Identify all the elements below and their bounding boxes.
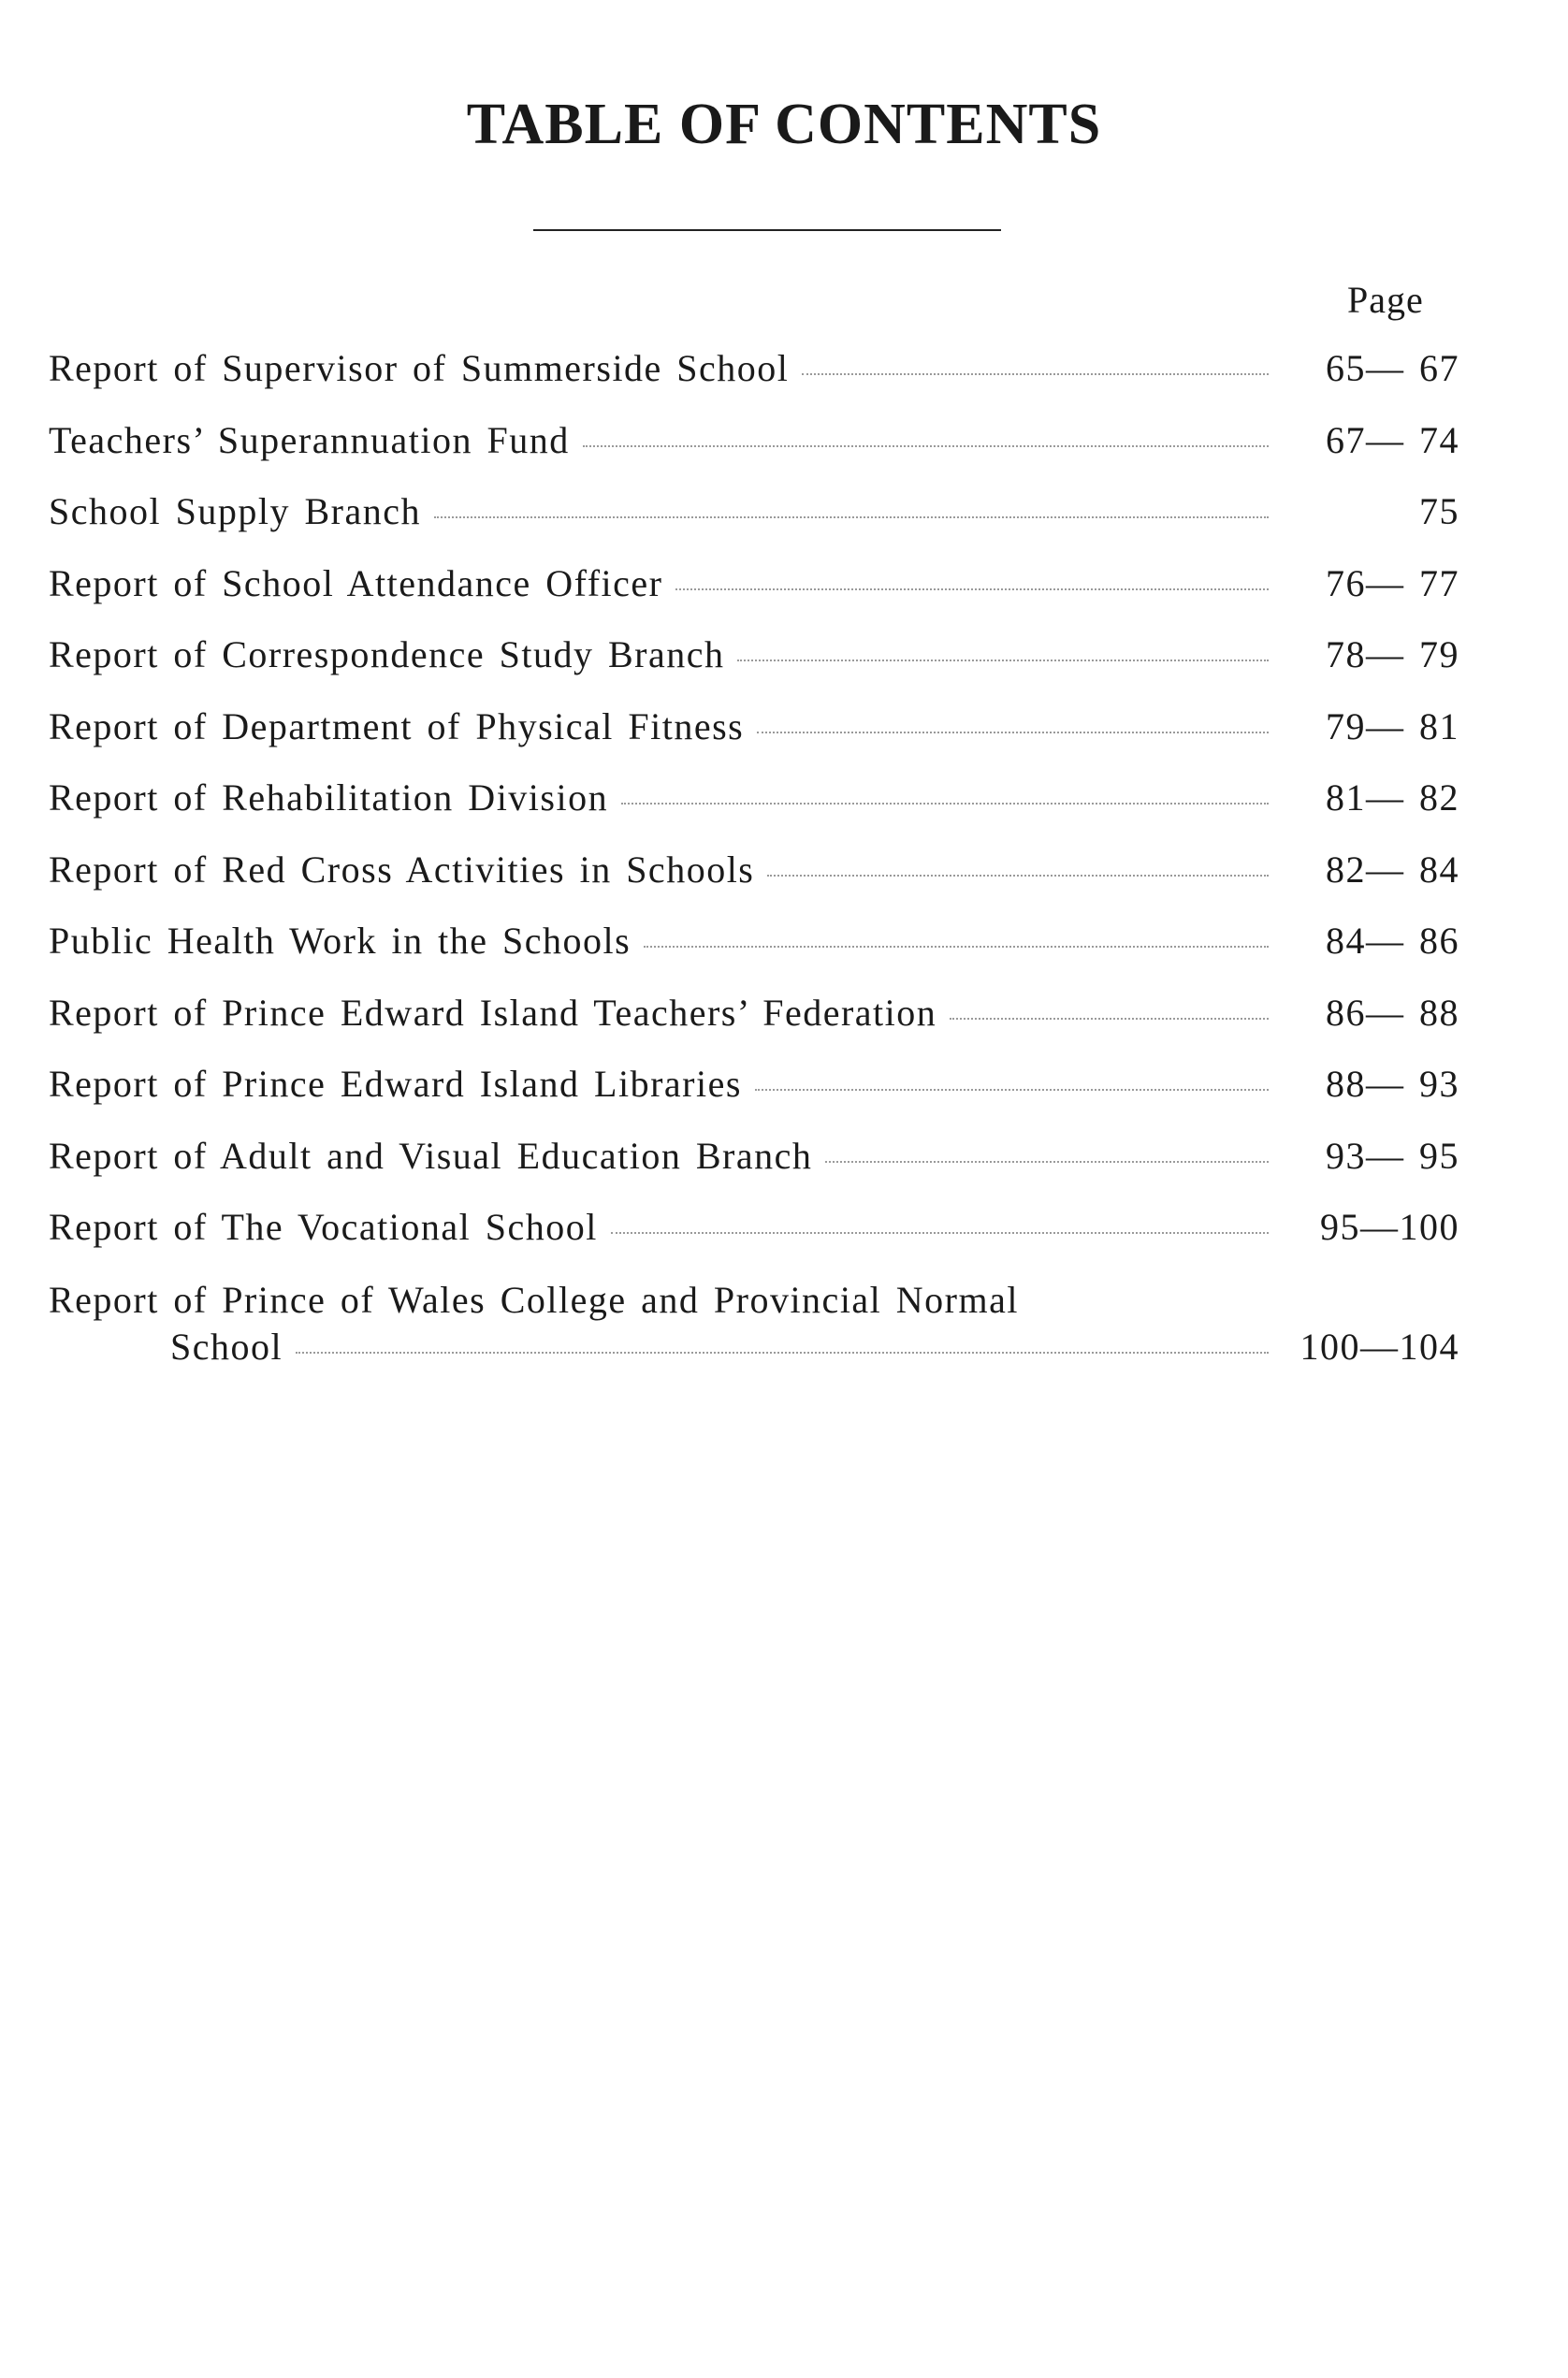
toc-entry-pages: 93— 95 bbox=[1326, 1134, 1459, 1177]
toc-entry-title: Report of Red Cross Activities in Schools bbox=[49, 848, 755, 891]
toc-entry-pages: 86— 88 bbox=[1326, 991, 1459, 1034]
toc-entry bbox=[49, 1277, 1459, 1370]
title-divider bbox=[533, 229, 1001, 231]
dot-leader bbox=[767, 875, 1269, 877]
toc-entry-title: Teachers’ Superannuation Fund bbox=[49, 418, 570, 461]
toc-entry-title: Public Health Work in the Schools bbox=[49, 920, 632, 962]
page-title: TABLE OF CONTENTS bbox=[466, 93, 1102, 156]
dot-leader bbox=[434, 516, 1269, 518]
toc-entry bbox=[49, 489, 1459, 561]
dot-leader bbox=[296, 1352, 1269, 1354]
dot-leader bbox=[583, 445, 1269, 447]
toc-entry-title: Report of School Attendance Officer bbox=[49, 561, 663, 604]
toc-entry-pages: 76— 77 bbox=[1326, 561, 1459, 604]
toc-entry-title: School Supply Branch bbox=[49, 490, 421, 532]
toc-entry bbox=[49, 848, 1459, 920]
toc-entry bbox=[49, 561, 1459, 633]
toc-entry-title: Report of Adult and Visual Education Branch bbox=[49, 1134, 813, 1177]
toc-entry bbox=[49, 632, 1459, 704]
toc-entry-pages: 100—104 bbox=[1299, 1325, 1459, 1368]
dot-leader bbox=[675, 588, 1269, 590]
dot-leader bbox=[737, 660, 1269, 661]
toc-entry-title: Report of The Vocational School bbox=[49, 1206, 598, 1248]
dot-leader bbox=[621, 803, 1269, 805]
toc-entry-pages: 79— 81 bbox=[1326, 704, 1459, 747]
dot-leader bbox=[825, 1161, 1269, 1163]
dot-leader bbox=[757, 732, 1269, 733]
toc-entry-pages: 75 bbox=[1419, 490, 1459, 532]
toc-entry-pages: 84— 86 bbox=[1326, 920, 1459, 962]
toc-entry bbox=[49, 776, 1459, 848]
page-column-header: Page bbox=[1347, 279, 1424, 321]
toc-entry-pages: 82— 84 bbox=[1326, 848, 1459, 891]
dot-leader bbox=[950, 1018, 1269, 1020]
toc-entry-title: Report of Supervisor of Summerside School bbox=[49, 347, 790, 389]
dot-leader bbox=[802, 373, 1269, 375]
toc-entry-title-continued: School bbox=[170, 1325, 283, 1368]
toc-list bbox=[49, 346, 1459, 1370]
toc-entry-pages: 78— 79 bbox=[1326, 633, 1459, 675]
toc-entry-title: Report of Correspondence Study Branch bbox=[49, 633, 725, 675]
dot-leader bbox=[644, 946, 1269, 948]
toc-entry bbox=[49, 704, 1459, 776]
toc-entry bbox=[49, 919, 1459, 991]
toc-entry-title: Report of Department of Physical Fitness bbox=[49, 704, 745, 747]
toc-entry bbox=[49, 1205, 1459, 1277]
toc-entry-pages: 95—100 bbox=[1320, 1206, 1459, 1248]
toc-entry bbox=[49, 346, 1459, 418]
toc-entry-title: Report of Prince Edward Island Libraries bbox=[49, 1063, 742, 1105]
toc-entry bbox=[49, 1062, 1459, 1134]
toc-entry-pages: 65— 67 bbox=[1326, 347, 1459, 389]
dot-leader bbox=[755, 1089, 1269, 1091]
toc-entry-pages: 88— 93 bbox=[1326, 1063, 1459, 1105]
toc-entry bbox=[49, 1134, 1459, 1206]
dot-leader bbox=[611, 1232, 1269, 1234]
toc-entry-pages: 81— 82 bbox=[1326, 776, 1459, 819]
toc-entry bbox=[49, 991, 1459, 1063]
toc-entry-title: Report of Rehabilitation Division bbox=[49, 776, 609, 819]
toc-entry-title: Report of Prince of Wales College and Provincial Normal bbox=[49, 1278, 1019, 1321]
toc-entry-pages: 67— 74 bbox=[1326, 418, 1459, 461]
toc-entry bbox=[49, 418, 1459, 490]
toc-entry-title: Report of Prince Edward Island Teachers’ Federation bbox=[49, 991, 937, 1034]
